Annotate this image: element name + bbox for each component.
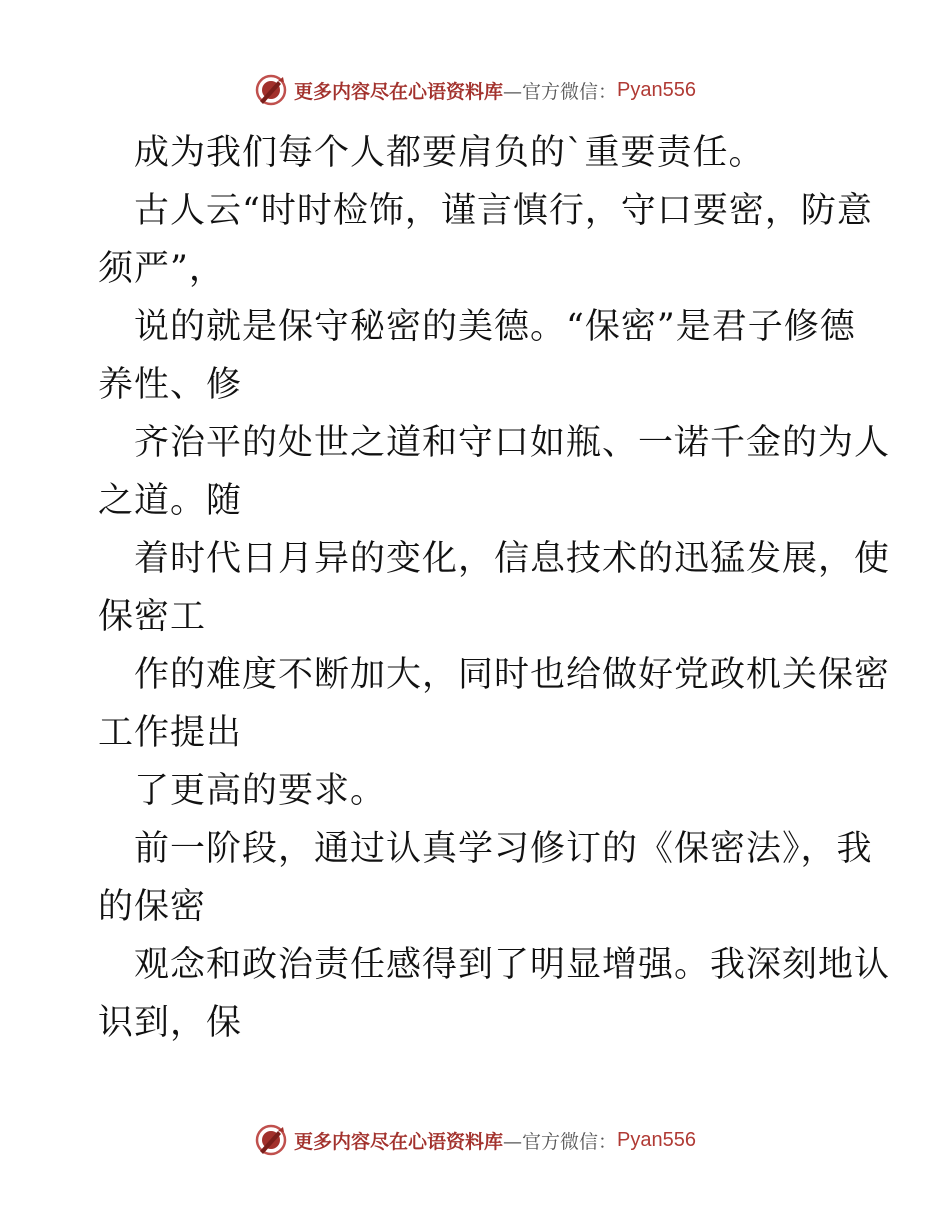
text-line: 说的就是保守秘密的美德。“保密”是君子修德 — [134, 307, 856, 347]
banner-text: 更多内容尽在心语资料库 — [294, 1130, 504, 1153]
footer-banner — [0, 1118, 950, 1162]
text-line: 工作提出 — [98, 713, 243, 753]
text-line: 养性、修 — [98, 365, 243, 405]
text-line: 识到，保 — [98, 1003, 243, 1043]
text-line: 作的难度不断加大，同时也给做好党政机关保密 — [134, 655, 891, 695]
pen-logo-icon — [254, 1123, 288, 1157]
text-line: 的保密 — [98, 887, 207, 927]
text-line: 保密工 — [98, 597, 207, 637]
text-line: 前一阶段，通过认真学习修订的《保密法》，我 — [134, 829, 873, 869]
text-line: 之道。随 — [98, 481, 243, 521]
pen-logo-icon — [254, 73, 288, 107]
text-line: 着时代日月异的变化，信息技术的迅猛发展，使 — [134, 539, 891, 579]
banner-wechat-label: —官方微信： — [503, 80, 618, 103]
banner-text: 更多内容尽在心语资料库 — [294, 80, 504, 103]
banner-wechat-id: Pyan556 — [617, 1128, 696, 1151]
text-line: 了更高的要求。 — [134, 771, 387, 811]
text-line: 成为我们每个人都要肩负的`重要责任。 — [134, 133, 765, 173]
text-line: 须严”， — [98, 249, 225, 289]
text-line: 观念和政治责任感得到了明显增强。我深刻地认 — [134, 945, 891, 985]
document-body — [98, 124, 891, 1052]
text-line: 古人云“时时检饰，谨言慎行，守口要密，防意 — [134, 191, 873, 231]
banner-wechat-label: —官方微信： — [503, 1130, 618, 1153]
text-line: 齐治平的处世之道和守口如瓶、一诺千金的为人 — [134, 423, 891, 463]
header-banner — [0, 68, 950, 112]
banner-wechat-id: Pyan556 — [617, 78, 696, 101]
